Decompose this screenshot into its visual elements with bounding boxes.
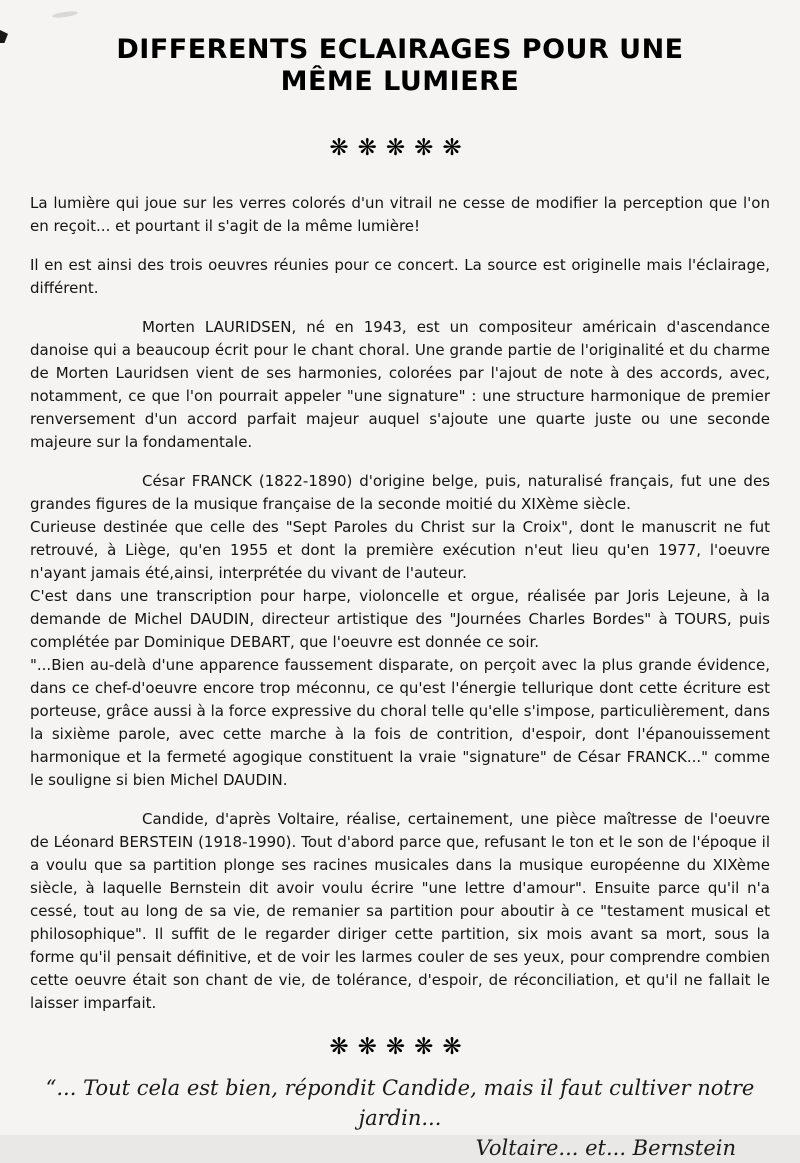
page-title — [30, 34, 770, 98]
scan-smudge-top — [52, 10, 78, 19]
franck-paragraph-3: C'est dans une transcription pour harpe, violoncelle et orgue, réalisée par Joris Lejeune, à la demande de Michel DAUDIN, directeur artistique des "Journées Charles Bordes" à TOURS, puis complétée par Dominique DEBART, que l'oeuvre est donnée ce soir. — [30, 587, 770, 651]
candide-quote-text: “... Tout cela est bien, répondit Candide, mais il faut cultiver notre jardin... — [45, 1076, 755, 1130]
quote-attribution: Voltaire... et... Bernstein — [475, 1136, 736, 1160]
concert-paragraph: Il en est ainsi des trois oeuvres réunies pour ce concert. La source est originelle mais l'éclairage, différent. — [30, 256, 770, 297]
lauridsen-paragraph: Morten LAURIDSEN, né en 1943, est un compositeur américain d'ascendance danoise qui a beaucoup écrit pour le chant choral. Une grande partie de l'originalité et du charme de Morten Lauridsen vient de ses harmonies, colorées par l'ajout de note à des accords, avec, notamment, ce que l'on pourrait appeler "une signature" : une structure harmonique de premier renversement d'un accord parfait majeur auquel s'ajoute une quarte juste ou une seconde majeure sur la fondamentale. — [30, 318, 770, 451]
scan-artifact-left-edge — [0, 30, 8, 43]
intro-paragraph: La lumière qui joue sur les verres colorés d'un vitrail ne cesse de modifier la perception que l'on en reçoit... et pourtant il s'agit de la même lumière! — [30, 194, 770, 235]
candide-quote — [30, 1073, 770, 1163]
document-body — [30, 192, 770, 1015]
bernstein-paragraph: Candide, d'après Voltaire, réalise, certainement, une pièce maîtresse de l'oeuvre de Léonard BERSTEIN (1918-1990). Tout d'abord parce que, refusant le ton et le son de l'époque il a voulu que sa partition plonge ses racines musicales dans la musique européenne du XIXème siècle, à laquelle Bernstein dit avoir voulu écrire "une lettre d'amour". Ensuite parce qu'il n'a cessé, tout au long de sa vie, de remanier sa partition pour aboutir à ce "testament musical et philosophique". Il suffit de le regarder diriger cette partition, six mois avant sa mort, sous la forme qu'il pensait définitive, et de voir les larmes couler de ses yeux, pour comprendre combien cette oeuvre était son chant de vie, de tolérance, d'espoir, de réconciliation, et qu'il ne fallait le laisser imparfait. — [30, 810, 770, 1012]
floral-divider-icon-bottom: ❋❋❋❋❋ — [329, 1034, 471, 1060]
page-title-line1: DIFFERENTS ECLAIRAGES POUR UNE — [116, 34, 684, 65]
franck-paragraph-1: César FRANCK (1822-1890) d'origine belge, puis, naturalisé français, fut une des grandes figures de la musique française de la seconde moitié du XIXème siècle. — [30, 472, 770, 513]
page-title-line2: MÊME LUMIERE — [280, 66, 520, 97]
floral-divider-icon-top: ❋❋❋❋❋ — [329, 135, 471, 161]
franck-paragraph-2: Curieuse destinée que celle des "Sept Paroles du Christ sur la Croix", dont le manuscrit ne fut retrouvé, à Liège, qu'en 1955 et dont la première exécution n'eut lieu qu'en 1977, l'oeuvre n'ayant jamais été,ainsi, interprétée du vivant de l'auteur. — [30, 518, 770, 582]
franck-paragraph-4: "...Bien au-delà d'une apparence faussement disparate, on perçoit avec la plus grande évidence, dans ce chef-d'oeuvre encore trop méconnu, ce qu'est l'énergie tellurique dont cette écriture est porteuse, grâce aussi à la force expressive du choral telle qu'elle s'impose, particulièrement, dans la sixième parole, avec cette marche à la fois de contrition, d'espoir, dont l'épanouissement harmonique et la fermeté agogique constituent la vraie "signature" de César FRANCK..." comme le souligne si bien Michel DAUDIN. — [30, 656, 770, 789]
